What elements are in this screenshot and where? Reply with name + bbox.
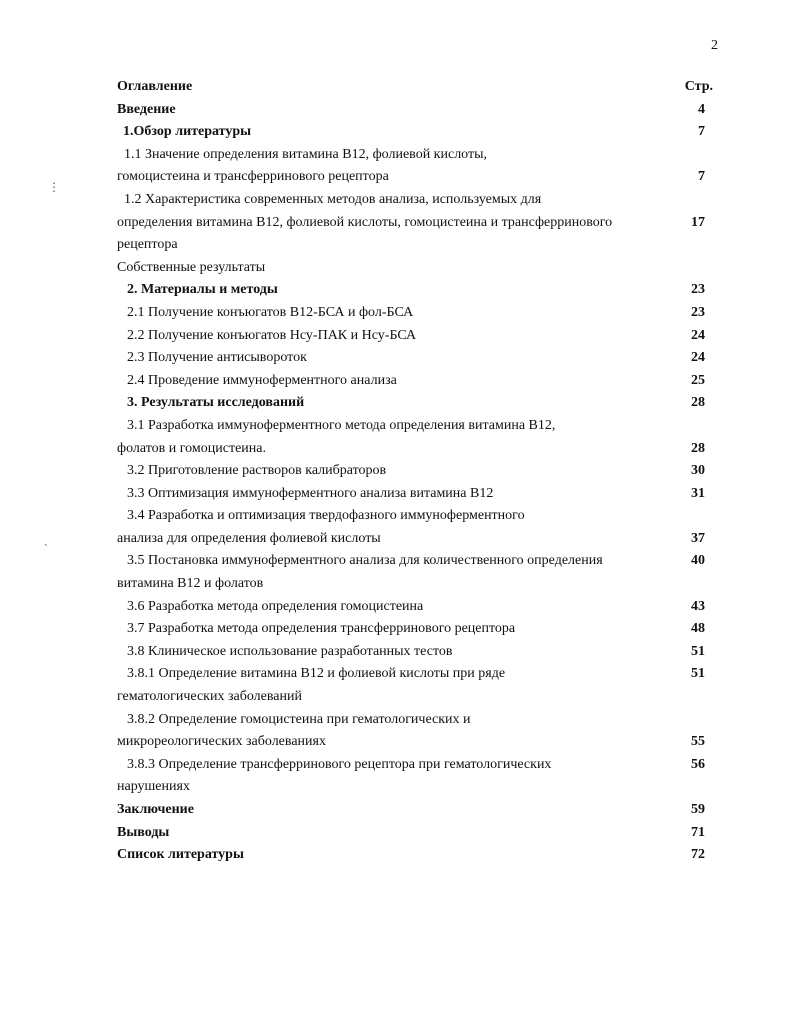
toc-entry <box>117 325 713 348</box>
toc-entry-text: гематологических заболеваний <box>117 689 302 705</box>
toc-entry <box>117 392 713 415</box>
toc-entry <box>117 799 713 822</box>
toc-entry-text: Введение <box>117 101 176 117</box>
toc-entry <box>117 618 713 641</box>
toc-entry <box>117 709 713 754</box>
table-of-contents <box>117 76 713 867</box>
toc-page-number: 71 <box>691 824 705 840</box>
toc-entry-text: 2.1 Получение конъюгатов B12-БСА и фол-БСА <box>127 304 414 320</box>
toc-entry-text: 2. Материалы и методы <box>127 282 278 298</box>
toc-entry-text: 3.7 Разработка метода определения трансферринового рецептора <box>127 621 516 637</box>
toc-entry <box>117 505 713 550</box>
toc-entry <box>117 460 713 483</box>
toc-entry-text: 3.6 Разработка метода определения гомоцистеина <box>127 598 424 614</box>
toc-page-number: 23 <box>691 304 705 320</box>
toc-entry-text: 3.2 Приготовление растворов калибраторов <box>127 463 387 479</box>
toc-page-number: 37 <box>691 530 705 546</box>
toc-entry <box>117 144 713 189</box>
toc-entry-text: 3.3 Оптимизация иммуноферментного анализа витамина B12 <box>127 485 494 501</box>
toc-entry-text: 3.8.1 Определение витамина B12 и фолиевой кислоты при ряде <box>127 666 506 682</box>
toc-entry-text: 3.8.2 Определение гомоцистеина при гематологических и <box>127 711 471 727</box>
toc-page-number: 28 <box>691 440 705 456</box>
toc-entry-text: рецептора <box>117 237 178 253</box>
toc-page-number: 7 <box>698 169 705 185</box>
toc-entry-text: микрореологических заболеваниях <box>117 734 326 750</box>
toc-entry <box>117 189 713 257</box>
toc-entry <box>117 279 713 302</box>
toc-entry <box>117 844 713 867</box>
toc-entry-text: Выводы <box>117 824 170 840</box>
toc-entry-text: Собственные результаты <box>117 259 266 275</box>
toc-page-number: 25 <box>691 372 705 388</box>
toc-entry <box>117 347 713 370</box>
toc-entry-text: 2.3 Получение антисывороток <box>127 350 307 366</box>
toc-entry-text: 3.5 Постановка иммуноферментного анализа для количественного определения <box>127 553 603 569</box>
toc-entry-text: анализа для определения фолиевой кислоты <box>117 530 381 546</box>
toc-entry <box>117 483 713 506</box>
toc-entry-text: 1.2 Характеристика современных методов анализа, используемых для <box>124 191 542 207</box>
page-column-label: Стр. <box>684 79 713 94</box>
page-number: 2 <box>711 38 718 53</box>
toc-entry-text: витамина B12 и фолатов <box>117 576 264 592</box>
toc-entry <box>117 99 713 122</box>
toc-page-number: 40 <box>691 553 705 569</box>
toc-page-number: 23 <box>691 282 705 298</box>
toc-header <box>117 76 713 99</box>
toc-entry-text: 3. Результаты исследований <box>127 395 305 411</box>
toc-entry <box>117 822 713 845</box>
toc-entry <box>117 121 713 144</box>
toc-page-number: 72 <box>691 847 705 863</box>
toc-entry <box>117 641 713 664</box>
toc-page-number: 28 <box>691 395 705 411</box>
toc-page-number: 51 <box>691 643 705 659</box>
toc-entry-text: 3.4 Разработка и оптимизация твердофазного иммуноферментного <box>127 508 525 524</box>
toc-entry-text: 2.2 Получение конъюгатов Нсу-ПАК и Нсу-БСА <box>127 327 417 343</box>
toc-page-number: 51 <box>691 666 705 682</box>
toc-entry-text: гомоцистеина и трансферринового рецептора <box>117 169 389 185</box>
toc-entry-text: 3.8 Клиническое использование разработанных тестов <box>127 643 453 659</box>
toc-entry <box>117 754 713 799</box>
toc-entry-text: 3.1 Разработка иммуноферментного метода определения витамина B12, <box>127 417 556 433</box>
toc-entry <box>117 370 713 393</box>
toc-page-number: 24 <box>691 327 705 343</box>
toc-title: Оглавление <box>117 79 193 94</box>
toc-entry <box>117 302 713 325</box>
scan-mark: ⋮ <box>48 180 60 194</box>
toc-page-number: 4 <box>698 101 705 117</box>
toc-entry-text: нарушениях <box>117 779 190 795</box>
scan-mark: ˴ <box>44 536 48 550</box>
toc-entry-text: Заключение <box>117 802 194 817</box>
toc-page-number: 17 <box>691 214 705 230</box>
toc-page-number: 48 <box>691 621 705 637</box>
toc-page-number: 56 <box>691 756 705 772</box>
toc-page-number: 43 <box>691 598 705 614</box>
toc-page-number: 7 <box>698 124 705 140</box>
toc-entry <box>117 257 713 280</box>
toc-page-number: 31 <box>691 485 705 501</box>
toc-entry-text: определения витамина B12, фолиевой кислоты, гомоцистеина и трансферринового <box>117 214 613 230</box>
toc-entry-text: фолатов и гомоцистеина. <box>117 440 266 456</box>
toc-entries <box>117 99 713 867</box>
toc-entry-text: 2.4 Проведение иммуноферментного анализа <box>127 372 397 388</box>
toc-entry <box>117 596 713 619</box>
toc-page-number: 55 <box>691 734 705 750</box>
toc-entry <box>117 415 713 460</box>
toc-entry-text: 1.Обзор литературы <box>123 124 252 140</box>
toc-entry <box>117 663 713 708</box>
toc-page-number: 30 <box>691 463 705 479</box>
toc-page-number: 24 <box>691 350 705 366</box>
toc-entry-text: 3.8.3 Определение трансферринового рецептора при гематологических <box>127 756 552 772</box>
toc-page-number: 59 <box>691 802 705 817</box>
toc-entry-text: Список литературы <box>117 847 244 863</box>
toc-entry <box>117 550 713 595</box>
toc-entry-text: 1.1 Значение определения витамина B12, фолиевой кислоты, <box>124 146 488 162</box>
